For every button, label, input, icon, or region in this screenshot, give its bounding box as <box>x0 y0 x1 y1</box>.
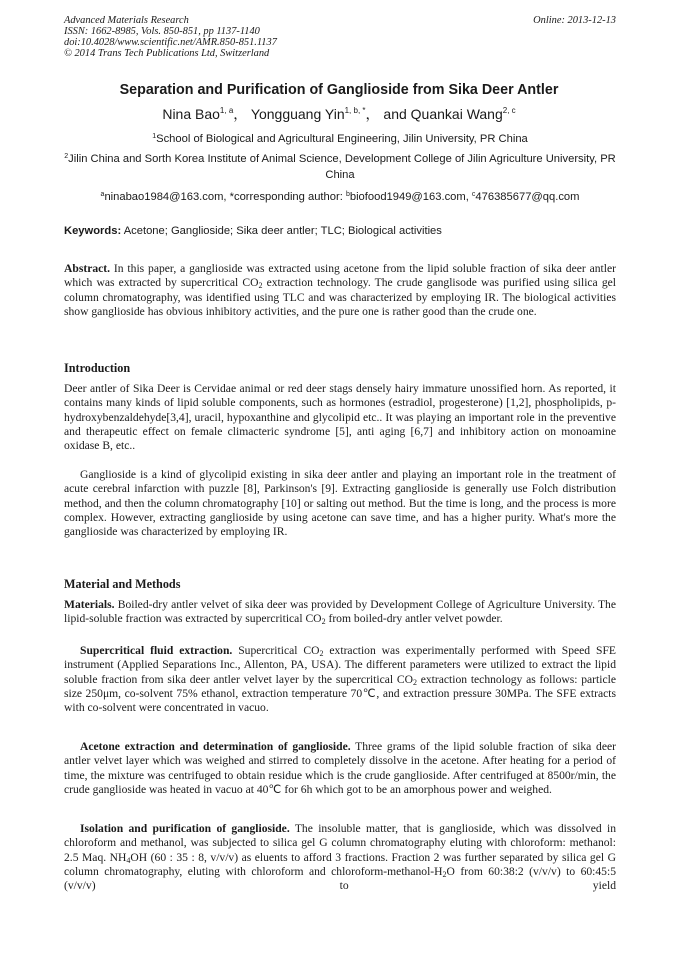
email-line <box>64 189 616 205</box>
keywords-label: Keywords: <box>64 225 122 237</box>
journal-header <box>64 15 616 59</box>
author-sep: ， <box>233 106 248 122</box>
author-name: Yongguang Yin <box>250 106 345 122</box>
isolation-label: Isolation and purification of ganglioside. <box>80 822 290 835</box>
journal-name: Advanced Materials Research <box>64 15 189 26</box>
sfe-text: extraction was experimentally performed with Speed SFE instrument (Applied Separations Inc., Allenton, PA, USA). The different parameters were utilized to extract the lipid soluble fraction from sika deer antler velvet layer by the supercritical CO <box>64 644 616 686</box>
author-name: Nina Bao <box>162 106 220 122</box>
email-sup: a <box>100 191 105 198</box>
sfe-paragraph <box>64 644 616 716</box>
abstract-label: Abstract. <box>64 262 111 275</box>
isolation-text: OH (60 : 35 : 8, v/v/v) as eluents to afford 3 fractions. Fraction 2 was further separated by silica gel G column chromatography, eluting with chloroform and chloroform-methanol-H <box>64 850 616 879</box>
author-list <box>40 104 638 124</box>
online-date: Online: 2013-12-13 <box>533 15 616 26</box>
sfe-text: Supercritical CO <box>232 644 320 657</box>
keywords-text: Acetone; Ganglioside; Sika deer antler; TLC; Biological activities <box>121 225 442 237</box>
sfe-label: Supercritical fluid extraction. <box>80 644 233 657</box>
abstract-text: In this paper, a ganglioside was extracted using acetone from the lipid soluble fraction of sika deer antler which was extracted by supercritical CO <box>64 262 616 290</box>
abstract <box>64 262 616 319</box>
subscript: 2 <box>442 870 447 880</box>
materials-label: Materials. <box>64 598 115 611</box>
acetone-paragraph <box>64 740 616 797</box>
email-sup: b <box>345 191 350 198</box>
isolation-paragraph <box>64 822 616 894</box>
introduction-paragraph-2: Ganglioside is a kind of glycolipid existing in sika deer antler and playing an important role in the treatment of acute cerebral infarction with puzzle [8], Parkinson's [9]. Extracting ganglioside is generally use Folch distribution method, and then the column chromatography [10] or salting out method. But the time is long, and the process is more complex. However, extracting ganglioside by using acetone can save time, and has a higher purity. What's more the ganglioside was characterized by employing IR. <box>64 468 616 539</box>
affiliation-1 <box>64 131 616 147</box>
email-text: 476385677@qq.com <box>475 191 580 203</box>
author-sup: 1, b, * <box>344 106 366 115</box>
materials-paragraph <box>64 598 616 627</box>
abstract-text: extraction technology. The crude ganglisode was purified using silica gel column chromatography, was identified using TLC and was characterized by employing IR. The biological activities show ganglioside has obvious inhibitory activities, and the pure one is rather good than the crude one. <box>64 276 616 319</box>
subscript: 2 <box>321 617 326 627</box>
keywords <box>64 225 616 237</box>
paper-title: Separation and Purification of Ganglioside from Sika Deer Antler <box>119 82 559 98</box>
author-name: and Quankai Wang <box>383 106 503 122</box>
doi-line: doi:10.4028/www.scientific.net/AMR.850-851.1137 <box>64 37 277 48</box>
copyright-line: © 2014 Trans Tech Publications Ltd, Switzerland <box>64 48 270 59</box>
introduction-heading: Introduction <box>64 361 131 375</box>
acetone-text: Three grams of the lipid soluble fraction of sika deer antler velvet layer which was weighed and stirred to completely dissolve in the acetone. After heating for a period of time, the mixture was centrifuged to obtain residue which is the crude ganglioside. After centrifuged at 8500r/min, the crude ganglioside was heated in vacuo at 40℃ for 6h which got to be an amorphous power and weighed. <box>64 740 616 797</box>
subscript: 2 <box>412 677 417 687</box>
materials-text: from boiled-dry antler velvet powder. <box>325 612 503 626</box>
materials-text: Boiled-dry antler velvet of sika deer was provided by Development College of Agriculture University. The lipid-soluble fraction was extracted by supercritical CO <box>64 598 616 626</box>
issn-line: ISSN: 1662-8985, Vols. 850-851, pp 1137-1140 <box>64 26 260 37</box>
affiliation-text: Jilin China and Sorth Korea Institute of Animal Science, Development College of Jilin Agriculture University, PR China <box>68 153 616 181</box>
subscript: 4 <box>126 855 131 865</box>
methods-heading: Material and Methods <box>64 577 181 591</box>
isolation-text: O from 60:38:2 (v/v/v) to 60:45:5 (v/v/v) to yield <box>64 865 617 893</box>
sfe-text: extraction technology as follows: particle size 250μm, co-solvent 75% ethanol, extraction temperature 70℃, and extraction pressure 30MPa. The SFE extracts with co-solvent were concentrated in vacuo. <box>64 672 616 715</box>
subscript: 2 <box>319 649 324 658</box>
email-sup: c <box>471 191 476 198</box>
author-sep: ， <box>365 106 380 122</box>
author-sup: 2, c <box>502 106 516 115</box>
affiliation-sup: 2 <box>64 153 69 160</box>
affiliation-text: School of Biological and Agricultural Engineering, Jilin University, PR China <box>156 133 528 145</box>
affiliation-sup: 1 <box>152 133 157 140</box>
isolation-text: The insoluble matter, that is ganglioside, which was dissolved in chloroform and methanol, was subjected to silica gel G column chromatography eluting with chloroform: methanol: 2.5 Maq. NH <box>64 822 616 864</box>
author-sup: 1, a <box>219 106 234 115</box>
subscript: 2 <box>258 281 263 291</box>
acetone-label: Acetone extraction and determination of ganglioside. <box>80 740 351 753</box>
affiliation-2 <box>64 151 616 183</box>
email-text: ninabao1984@163.com, *corresponding author: <box>104 191 346 203</box>
email-text: biofood1949@163.com, <box>349 191 472 203</box>
introduction-paragraph-1: Deer antler of Sika Deer is Cervidae animal or red deer stags densely hairy immature unossified horn. As reported, it contains many kinds of lipid soluble components, such as hormones (estradiol, progesterone) [1,2], phospholipids, p-hydroxybenzaldehyde[3,4], uracil, hypoxanthine and glycolipid etc.. It was playing an important role in the preventive and therapeutic effect on female climacteric syndrome [5], anti aging [6,7] and inhibitory action on monoamine oxidase B, etc.. <box>64 382 616 453</box>
